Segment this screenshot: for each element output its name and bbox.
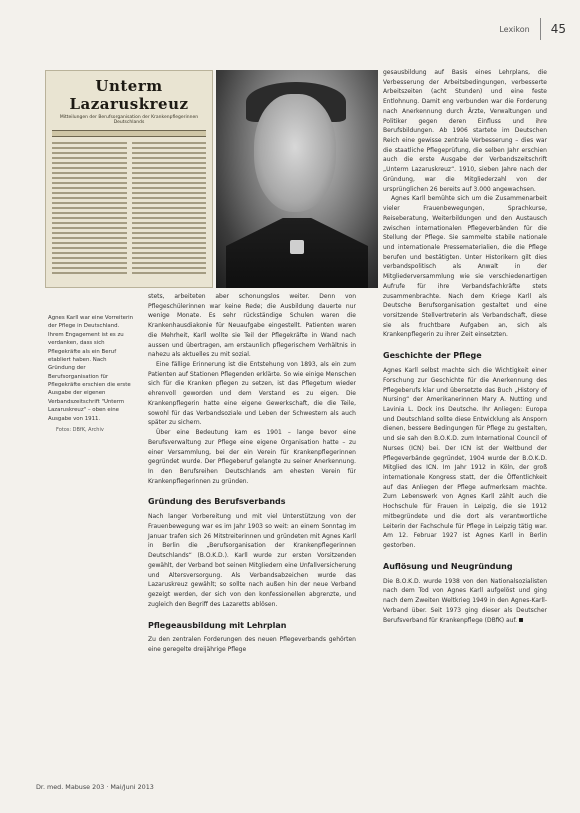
facsimile-masthead: Unterm Lazaruskreuz <box>69 77 189 113</box>
brooch-icon <box>290 240 304 254</box>
paragraph-final <box>383 577 547 626</box>
subheading: Pflegeausbildung mit Lehrplan <box>148 620 287 630</box>
paragraph: Agnes Karll bemühte sich um die Zusammenarbeit vieler Frauenbewegungen, Sprachkurse, Reiseberatung, Weiterbildungen und den Austausch zwischen internationalen Pflegeverbänden für die Stellung der Pflege. Sie sammelte stabile nationale und internationale Pressematerialien, die die Pflege berufen und bestätigten. Unter Historikern gilt dies verbandspolitisch als Anwalt in der Mitgliederversammlung wie sie verschiedenartigen Aufrufe für ihre Verbandsfachkräfte stets zusammenbrachte. Nach dem Kriege Karll als Deutsche Berufsorganisation gestaltet und eine vorsitzende Stellvertreterin als Verbandschaft, diese sie als fruchtbare Aufgaben an, sich als Krankenpflegerin zu ihrer Zeit einsetzten. <box>383 195 547 339</box>
paragraph: Zu den zentralen Forderungen des neuen Pflegeverbands gehörten eine geregelte dreijährige Pflege <box>148 636 356 654</box>
page-header <box>499 18 566 40</box>
caption-text: Agnes Karll war eine Vorreiterin der Pflege in Deutschland. Ihrem Engagement ist es zu verdanken, dass sich Pflegekräfte als ein Beruf etabliert haben. Nach Gründung der Berufsorganisation für Pflegekräfte erschien die erste Ausgabe der eigenen Verbandszeitschrift "Unterm Lazaruskreuz" – oben eine Ausgabe von 1911. <box>48 315 134 422</box>
facsimile-subtitle: Mitteilungen der Berufsorganisation der Krankenpflegerinnen Deutschlands <box>59 115 199 126</box>
paragraph: stets, arbeiteten aber schonungslos weiter. Denn von Pflegeschülerinnen war keine Rede; die Ausbildung dauerte nur wenige Monate. Es sehr rückständige Schulen waren die Krankenhausdiakonie für Neuaufgabe eingestellt. Patienten waren die Mehrheit, Karll wollte sie Teil der Pflegekräfte in Wand nach aussen und übertragen, am erstaunlich pflegerischem Verhältnis in nahezu als aktuelles zu mit sozial. <box>148 293 356 359</box>
page-number: 45 <box>550 22 566 36</box>
subheading: Geschichte der Pflege <box>383 351 482 361</box>
subheading: Auflösung und Neugründung <box>383 561 513 571</box>
paragraph: Agnes Karll selbst machte sich die Wichtigkeit einer Forschung zur Geschichte für die Anerkennung des Pflegeberufs klar und übersetzte das Buch „History of Nursing“ der Amerikanerinnen Mary A. Nutting und Lavinia L. Dock ins Deutsche. Ihr Anliegen: Europa und Deutschland sollte diese Entwicklung als Ansporn dienen, bessere Bedingungen für Pflege zu gestalten, und sie sah den B.O.K.D. zum International Council of Nurses (ICN) bei. Der ICN ist der Weltbund der Pflegeverbände gegründet, 1904 wurde der B.O.K.D. Mitglied des ICN. Im Jahr 1912 in Köln, der groß internationale Kongress statt, der die Öffentlichkeit auf das Anliegen der Pflege aufmerksam machte. Zum Lebenswerk von Agnes Karll zählt auch die Hochschule für Frauen in Leipzig, die sie 1912 mitbegründete und die dort als verantwortliche Leiterin der Fachschule für Pflege in Leipzig tätig war. Am 12. Februar 1927 ist Agnes Karll in Berlin gestorben. <box>383 367 547 550</box>
paragraph: Nach langer Vorbereitung und mit viel Unterstützung von der Frauenbewegung war es im Jahr 1903 so weit: an einem Sonntag im Januar trafen sich 26 Mitstreiterinnen und gründeten mit Agnes Karll in Berlin die „Berufsorganisation der Krankenpflegerinnen Deutschlands“ (B.O.K.D.). Karll wurde zur ersten Vorsitzenden gewählt, der Verband bot seinen Mitgliedern eine Unfallversicherung und Altersversorgung. Als Verbandsabzeichen wurde das Lazaruskreuz gewählt; so sollte nach außen hin der neue Verband gezeigt werden, der sich von den konfessionellen abgrenzte, und zugleich den Begriff des Lazaretts ablösen. <box>148 513 356 608</box>
subheading: Gründung des Berufsverbands <box>148 497 286 507</box>
portrait-photo <box>216 70 378 288</box>
paragraph: Eine fällige Erinnerung ist die Entstehung von 1893, als ein zum Patienten auf Stationen Pflegenden erklärte. So wie einige Menschen sich für die Kranken pflegen zu setzen, ist das Pflegetum wieder ehrenvoll geworden und dem Verstand es zu eigen. Die Krankenpflegerin hatte eine eigene Gewerkschaft, die die Teile, sowohl für das Verbandsoziale und Leben der Schwestern als auch später zu sichern. <box>148 361 356 427</box>
paragraph: Über eine Bedeutung kam es 1901 – lange bevor eine Berufsverwaltung zur Pflege eine eigene Organisation hatte – zu einer Versammlung, bei der ein Verein für Krankenpflegerinnen gegründet wurde. Der Pflegeberuf gelangte zu seiner Anerkennung. In den Berufsreihen Deutschlands am ehesten Verein für Krankenpflegerinnen zu gründen. <box>148 429 356 485</box>
photo-credit: Fotos: DBfK, Archiv <box>56 426 104 433</box>
header-divider <box>540 18 541 40</box>
paragraph-text: Die B.O.K.D. wurde 1938 von den Nationalsozialisten nach dem Tod von Agnes Karll aufgelöst und ging nach dem Zweiten Weltkrieg 1949 in den Agnes-Karll-Verband über. Seit 1973 ging dieser als Deutscher Berufsverband für Krankenpflege (DBfK) auf. <box>383 577 547 624</box>
page-footer: Dr. med. Mabuse 203 · Mai/Juni 2013 <box>36 783 154 791</box>
article-column-middle <box>148 292 356 655</box>
portrait-face <box>254 94 336 212</box>
newspaper-facsimile-image <box>45 70 213 288</box>
facsimile-rule <box>52 130 206 137</box>
article-column-right <box>383 68 547 625</box>
end-square-icon <box>519 618 523 622</box>
paragraph: gesausbildung auf Basis eines Lehrplans, die Verbesserung der Arbeitsbedingungen, verbesserte Arbeitszeiten (acht Stunden) und eine feste Entlohnung. Damit eng verbunden war die Forderung nach Anerkennung durch Ärzte, Verwaltungen und Politiker gegen deren Einfluss und ihre Berufsbildungen. Ab 1906 startete im Deutschen Reich eine gewisse zentrale Verbesserung – dies war die staatliche Pflegeprüfung, die selben Jahr erschien auch die erste Ausgabe der Verbandszeitschrift „Unterm Lazaruskreuz“. 1910, sieben Jahre nach der Gründung, war die Mitgliederzahl von der ursprünglichen 26 bereits auf 3.000 angewachsen. <box>383 69 547 193</box>
facsimile-text-columns <box>52 142 206 147</box>
image-caption <box>48 314 134 435</box>
section-label: Lexikon <box>499 24 530 34</box>
